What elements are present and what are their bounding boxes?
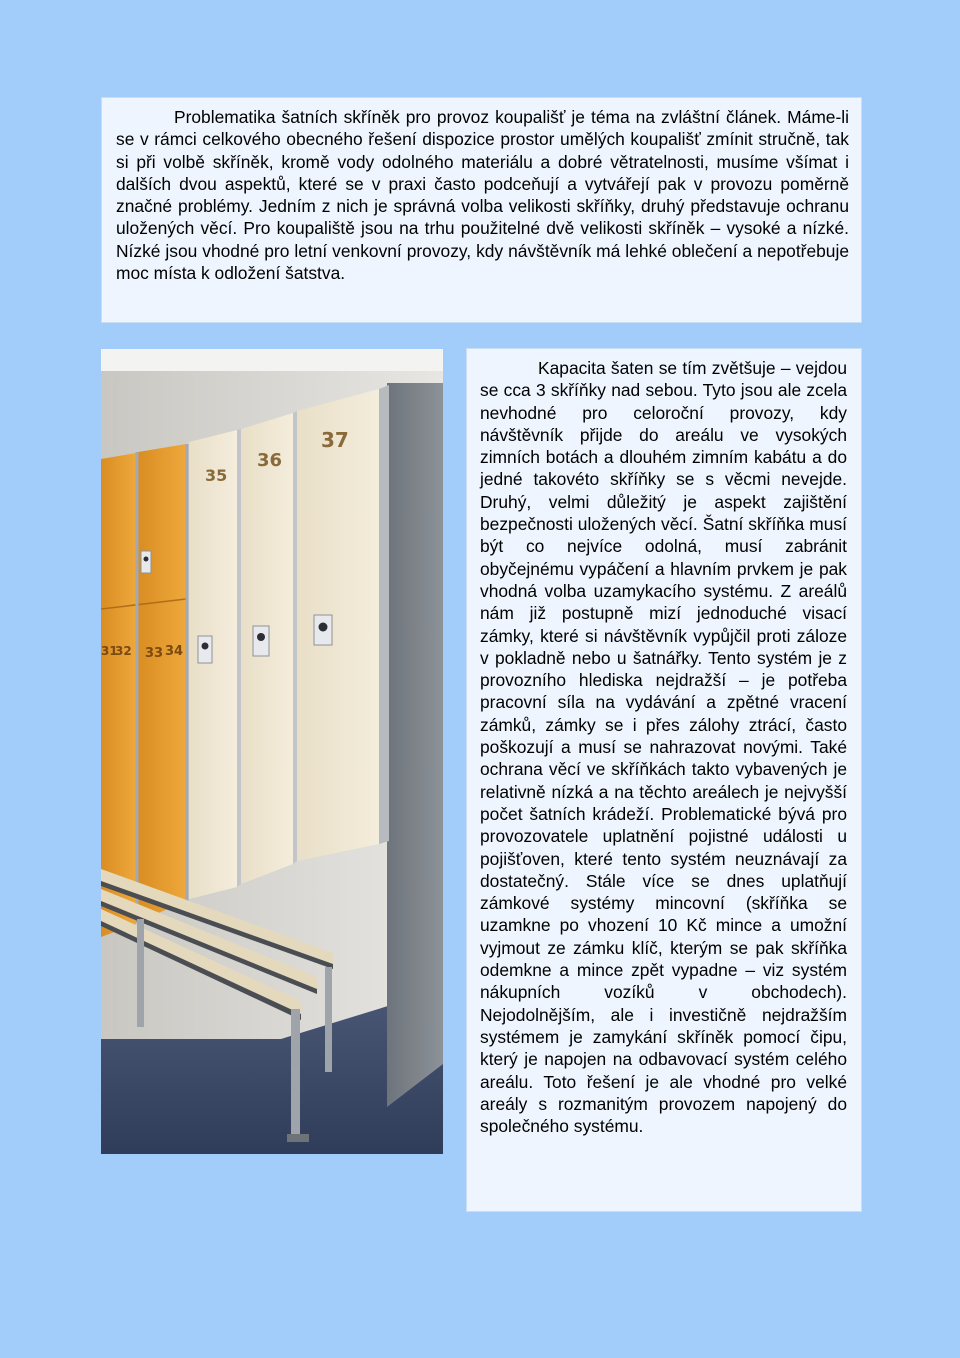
intro-paragraph: Problematika šatních skříněk pro provoz koupališť je téma na zvláštní článek. Máme-li se v rámci celkového obecného řešení dispozice prostor umělých koupališť zmínit stručně, tak si při volbě skříněk, kromě vody odolného materiálu a dobré větratelnosti, musíme všímat i dalších dvou aspektů, které se v praxi často podceňují a vytvářejí pak v provozu poměrně značné problémy. Jedním z nich je správná volba velikosti skříňky, druhý představuje ochranu uložených věcí. Pro koupaliště jsou na trhu použitelné dvě velikosti skříněk – vysoké a nízké. Nízké jsou vhodné pro letní venkovní provozy, kdy návštěvník má lehké oblečení a nepotřebuje moc místa k odložení šatstva. [116, 107, 849, 284]
aluminium-frame [237, 429, 241, 887]
coin-lock [314, 615, 332, 645]
orange-locker-1 [101, 453, 136, 937]
intro-text-box [101, 97, 862, 323]
locker-number: 35 [205, 466, 228, 485]
locker-room-photo [101, 349, 443, 1154]
ceiling [101, 349, 443, 371]
locker-number: 32 [115, 644, 132, 658]
locker-number: 34 [165, 644, 184, 659]
coin-lock [198, 636, 212, 663]
locker-end-panel [387, 383, 443, 1107]
body-paragraph: Kapacita šaten se tím zvětšuje – vejdou se cca 3 skříňky nad sebou. Tyto jsou ale zcela nevhodné pro celoroční provozy, kdy návštěvník přijde do areálu ve vysokých zimních botách a dlouhém zimním kabátu a do jedné takovéto skříňky se s věcmi nevejde. Druhý, velmi důležitý je aspekt zajištění bezpečnosti uložených věcí. Šatní skříňka musí být co nejvíce odolná, musí zabránit obyčejnému vypáčení a hlavním prvkem je pak vhodná volba uzamykacího systému. Z areálů nám již postupně mizí jednoduché visací zámky, které si návštěvník vypůjčil proti záloze v pokladně nebo u šatnářky. Tento systém je z provozního hlediska nejdražší – je potřeba pracovní síla na vydávání a zpětné vracení zámků, zámky se i přes zálohy ztrácí, často poškozují a musí se nahrazovat novými. Také ochrana věcí ve skříňkách takto vybavených je relativně nízká a na těchto areálech je nejvyšší počet šatních krádeží. Problematické bývá pro provozovatele uplatnění pojistné události u pojišťoven, které tento systém neuznávají za dostatečný. Stále více se dnes uplatňují zámkové systémy mincovní (skříňka se uzamkne po vhození 10 Kč mince a umožní vyjmout ze zámku klíč, kterým se pak skříňka odemkne a mince zpět vypadne – viz systém nákupních vozíků v obchodech). Nejodolnějším, ale i investičně nejdražším systémem je zamykání skříněk pomocí čipu, který je napojen na odbavovací systém celého areálu. Toto řešení je ale vhodné pro velké areály s rozmanitým provozem napojený do společného systému. [480, 358, 847, 1137]
cream-locker-35 [189, 430, 237, 899]
aluminium-frame [293, 411, 297, 864]
body-text-box [466, 348, 862, 1212]
locker-number: 31 [101, 644, 118, 658]
locker-number: 33 [145, 646, 164, 661]
locker-number: 37 [321, 428, 349, 452]
orange-locker-2 [138, 444, 186, 922]
cream-locker-37 [297, 389, 379, 861]
aluminium-frame [379, 385, 389, 844]
locker-number: 36 [257, 450, 283, 471]
coin-lock [253, 626, 269, 656]
coin-lock [141, 551, 151, 573]
